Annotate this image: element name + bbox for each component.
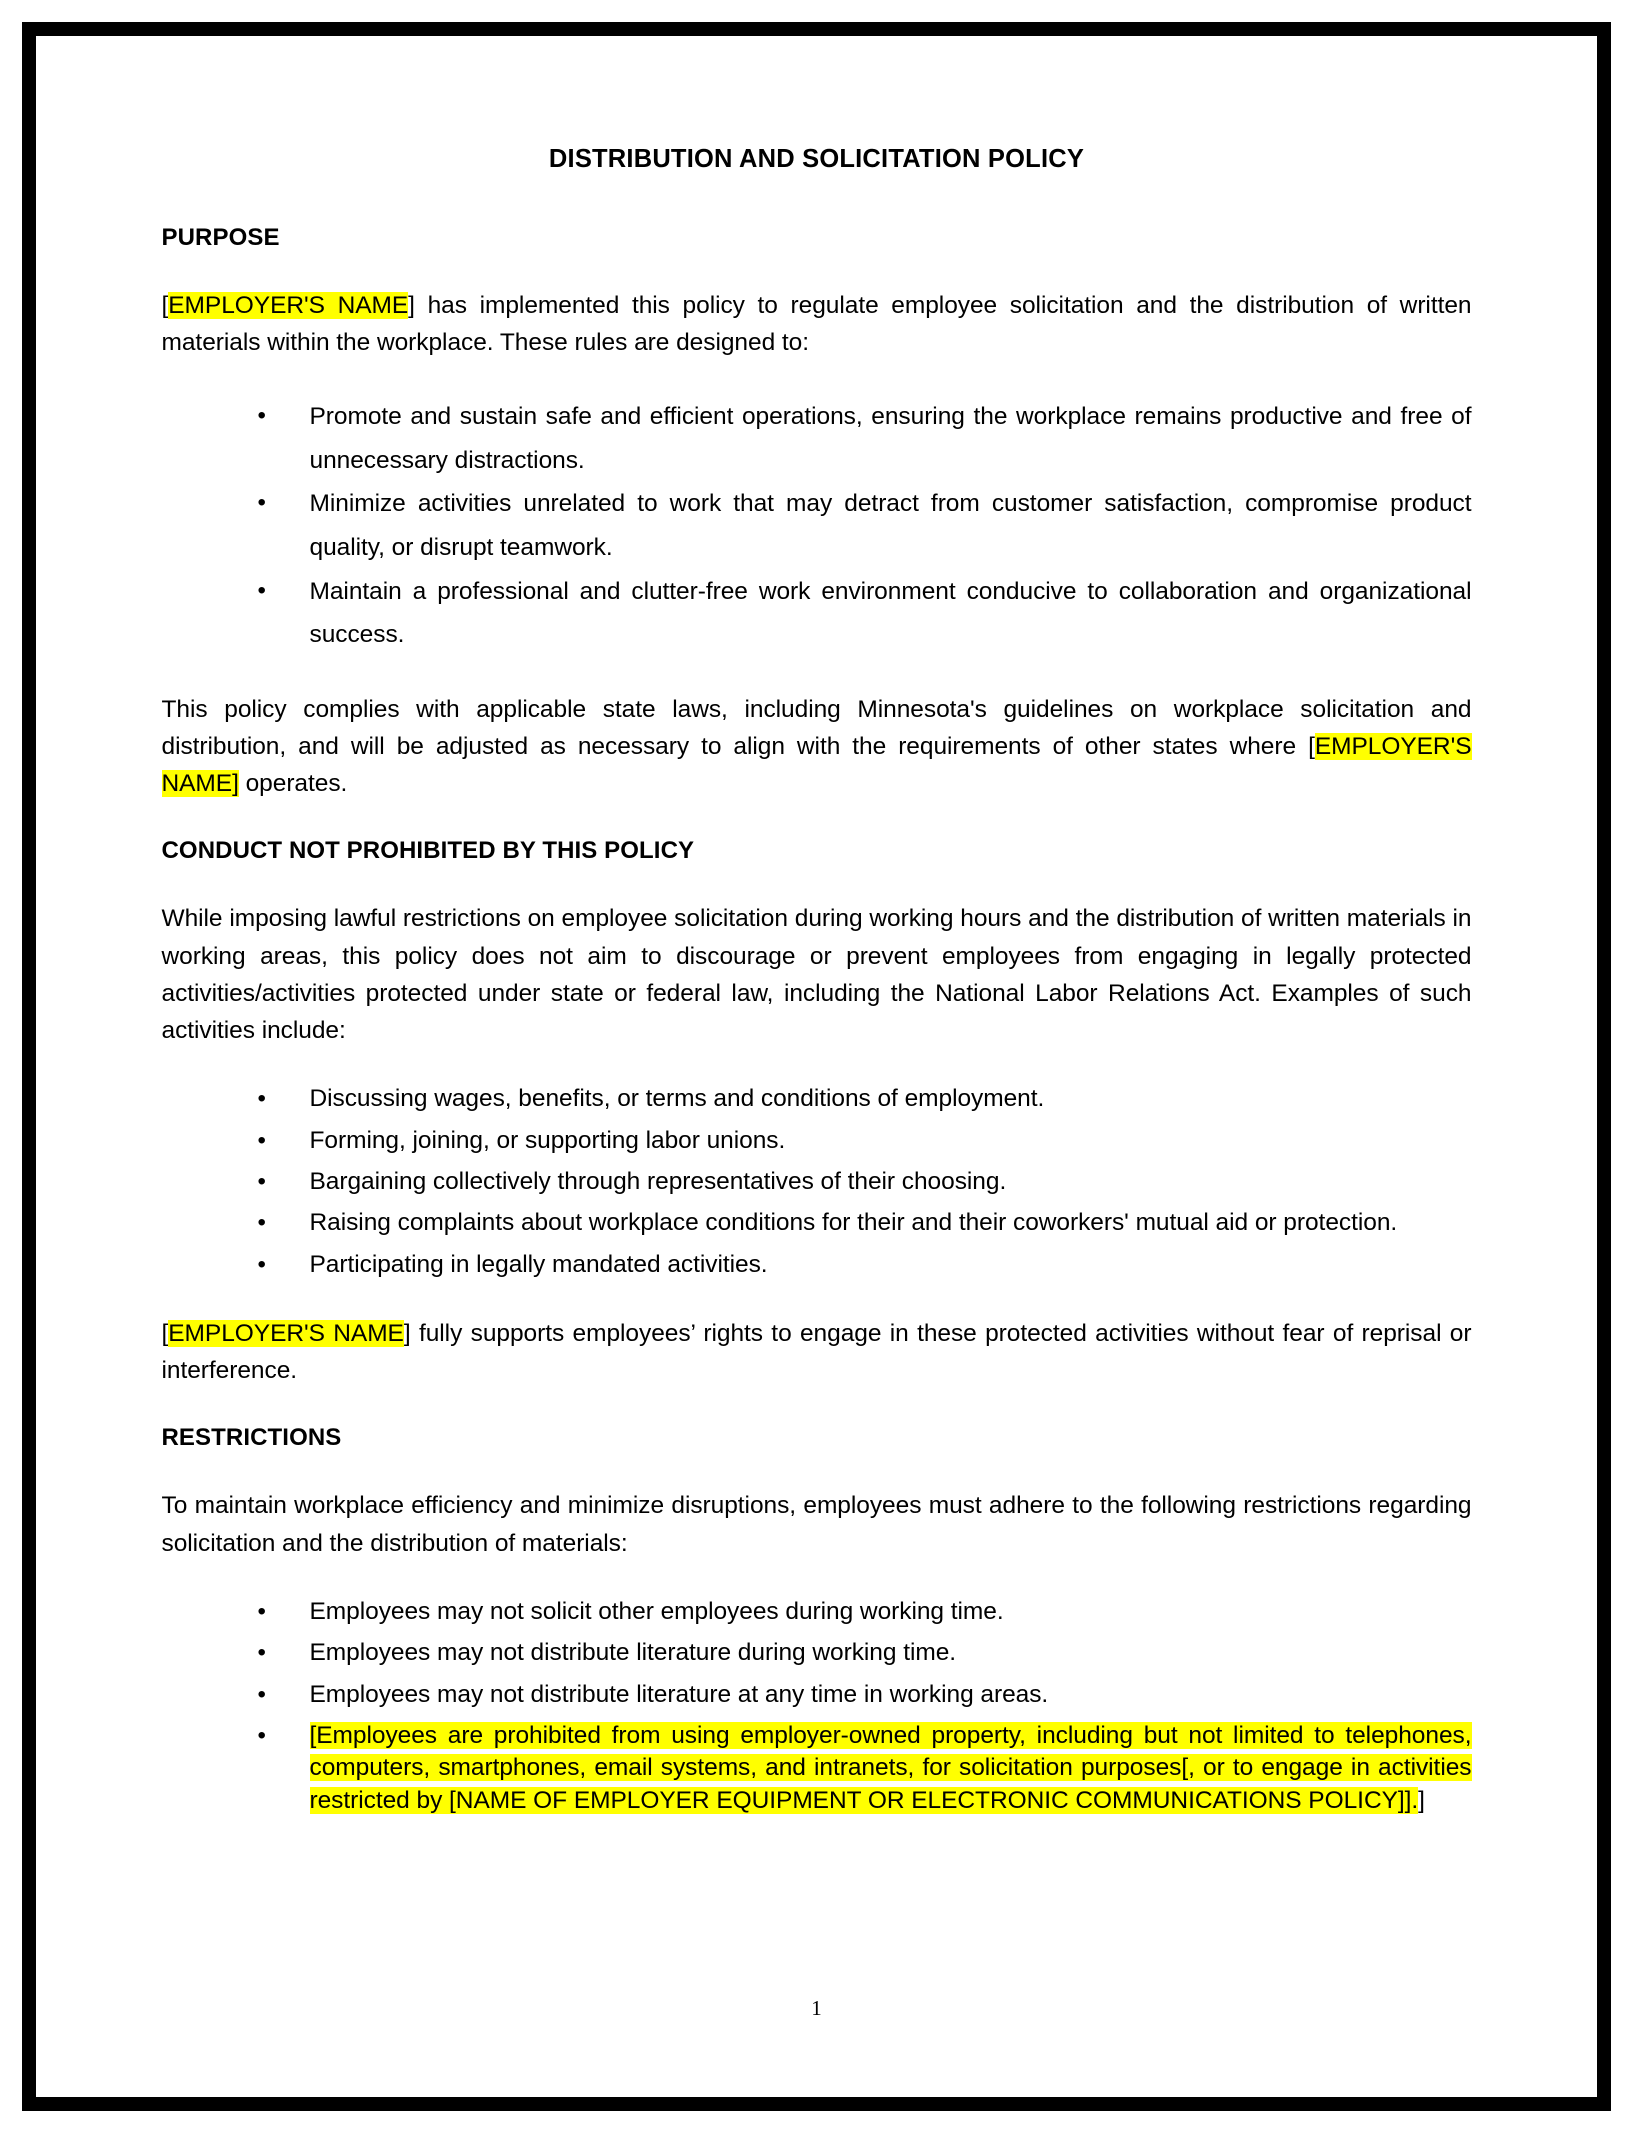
list-item: • Bargaining collectively through representatives of their choosing.: [162, 1166, 1472, 1198]
bracket-close: ]: [1418, 1786, 1425, 1814]
list-item: • Raising complaints about workplace conditions for their and their coworkers' mutual aid or protection.: [162, 1207, 1472, 1239]
page-title: DISTRIBUTION AND SOLICITATION POLICY: [548, 145, 1085, 173]
conduct-closing-text: fully supports employees’ rights to engage in these protected activities without fear of reprisal or interference.: [161, 1320, 1472, 1385]
list-item: • Minimize activities unrelated to work that may detract from customer satisfaction, compromise product quality, or disrupt teamwork.: [162, 482, 1472, 569]
list-item-highlighted: [162, 1720, 1472, 1817]
list-item: • Employees may not solicit other employees during working time.: [162, 1596, 1472, 1628]
restrictions-bullet-list: [162, 1596, 1472, 1817]
document-page: [36, 36, 1597, 2097]
bracket-open: [: [1308, 732, 1315, 760]
list-item: • Forming, joining, or supporting labor unions.: [162, 1125, 1472, 1157]
compliance-lead-text: This policy complies with applicable state laws, including Minnesota's guidelines on workplace solicitation and distribution, and will be adjusted as necessary to align with the requirements of other states where: [161, 695, 1472, 760]
bracket-close: ]: [403, 1320, 411, 1347]
equipment-policy-placeholder-text: [Employees are prohibited from using employer-owned property, including but not limited to telephones, computers, smartphones, email systems, and intranets, for solicitation purposes[, or to engage in activities restricted by [NAME OF EMPLOYER EQUIPMENT OR ELECTRONIC COMMUNICATIONS POLICY]].: [309, 1721, 1472, 1814]
list-item: • Employees may not distribute literature at any time in working areas.: [162, 1679, 1472, 1711]
page-number: 1: [811, 1996, 822, 2020]
restrictions-intro-paragraph: To maintain workplace efficiency and minimize disruptions, employees must adhere to the following restrictions regarding solicitation and the distribution of materials:: [161, 1492, 1472, 1557]
list-item: • Discussing wages, benefits, or terms and conditions of employment.: [162, 1083, 1472, 1115]
conduct-closing-paragraph: [162, 1315, 1472, 1389]
page-border-frame: [22, 22, 1611, 2111]
bracket-open: [: [161, 291, 169, 319]
bracket-close: ]: [408, 291, 415, 319]
compliance-tail-text: operates.: [238, 770, 348, 798]
conduct-intro-paragraph: While imposing lawful restrictions on employee solicitation during working hours and the distribution of written materials in working areas, this policy does not aim to discourage or prevent employees from engaging in legally protected activities/activities protected under state or federal law, including the National Labor Relations Act. Examples of such activities include:: [161, 905, 1472, 1045]
section-heading-purpose: PURPOSE: [161, 223, 280, 251]
purpose-bullet-list: [162, 395, 1472, 657]
section-heading-conduct-not-prohibited: CONDUCT NOT PROHIBITED BY THIS POLICY: [161, 837, 695, 865]
list-item: • Employees may not distribute literature during working time.: [162, 1637, 1472, 1669]
employer-name-placeholder: EMPLOYER'S NAME: [168, 291, 409, 319]
bracket-open: [: [161, 1320, 169, 1347]
purpose-intro-paragraph: [162, 287, 1472, 361]
list-item: • Participating in legally mandated activities.: [162, 1249, 1472, 1281]
list-item: • Maintain a professional and clutter-free work environment conducive to collaboration and organizational success.: [162, 570, 1472, 657]
employer-name-placeholder: EMPLOYER'S NAME: [168, 1320, 404, 1347]
purpose-compliance-paragraph: [162, 691, 1472, 803]
purpose-intro-text: has implemented this policy to regulate employee solicitation and the distribution of written materials within the workplace. These rules are designed to:: [161, 291, 1472, 356]
employer-name-placeholder: EMPLOYER'S NAME]: [161, 732, 1472, 798]
section-heading-restrictions: RESTRICTIONS: [161, 1424, 342, 1452]
list-item: • Promote and sustain safe and efficient operations, ensuring the workplace remains productive and free of unnecessary distractions.: [162, 395, 1472, 482]
document-body: [162, 144, 1472, 1817]
conduct-bullet-list: [162, 1083, 1472, 1281]
